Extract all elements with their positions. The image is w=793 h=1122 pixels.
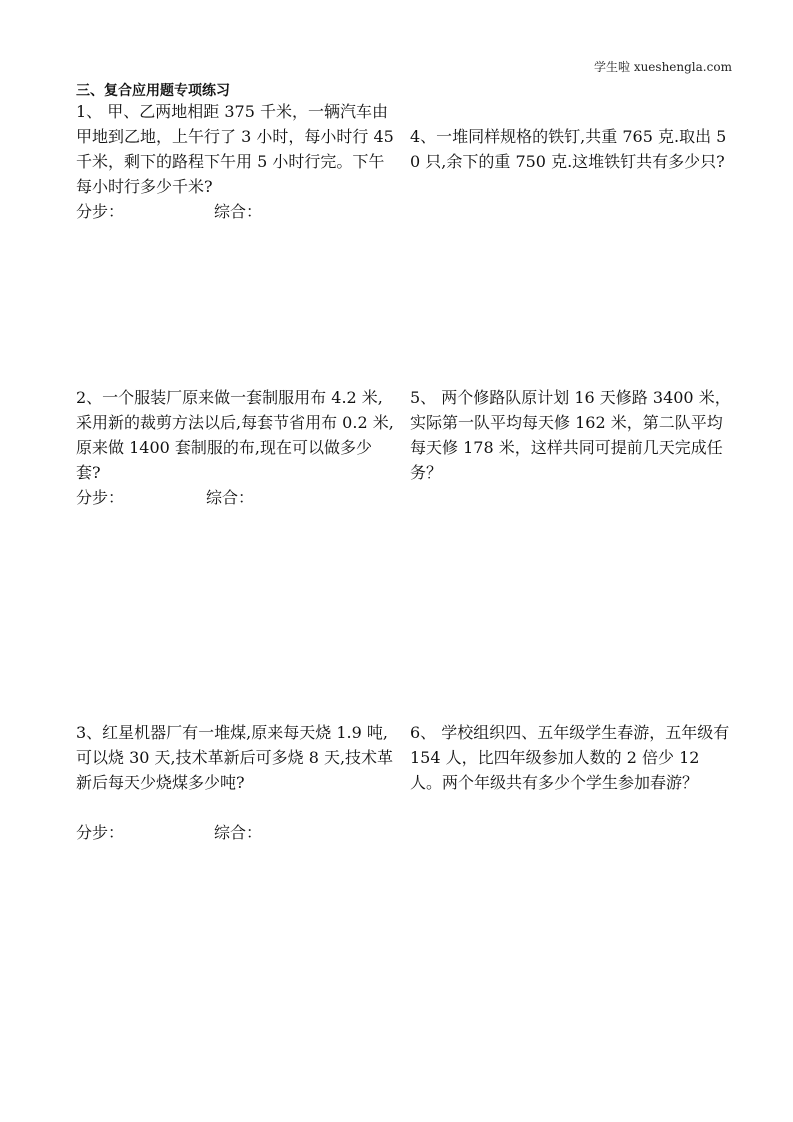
problem-3: 3、红星机器厂有一堆煤,原来每天烧 1.9 吨,可以烧 30 天,技术革新后可多烧 8 天,技术革新后每天少烧煤多少吨?: [76, 723, 394, 792]
combined-label: 综合：: [214, 202, 263, 221]
answer-row-1: [76, 199, 262, 224]
problem-1: 1、 甲、乙两地相距 375 千米，一辆汽车由甲地到乙地，上午行了 3 小时，每小时行 45 千米，剩下的路程下午用 5 小时行完。下午每小时行多少千米?: [76, 102, 394, 196]
answer-row-2: [76, 485, 254, 510]
step-label: 分步：: [76, 823, 125, 842]
problem-5: 5、 两个修路队原计划 16 天修路 3400 米，实际第一队平均每天修 162 米，第二队平均每天修 178 米，这样共同可提前几天完成任务？: [410, 388, 731, 482]
section-title: 三、复合应用题专项练习: [76, 83, 230, 99]
step-label: 分步：: [76, 488, 125, 507]
step-label: 分步：: [76, 202, 125, 221]
answer-row-3: [76, 820, 262, 845]
problem-2: 2、一个服装厂原来做一套制服用布 4.2 米,采用新的裁剪方法以后,每套节省用布 0.2 米,原来做 1400 套制服的布,现在可以做多少套?: [76, 388, 394, 482]
problem-4: 4、一堆同样规格的铁钉,共重 765 克.取出 50 只,余下的重 750 克.这堆铁钉共有多少只?: [410, 127, 727, 171]
combined-label: 综合：: [206, 488, 255, 507]
combined-label: 综合：: [214, 823, 263, 842]
problem-6: 6、 学校组织四、五年级学生春游，五年级有 154 人，比四年级参加人数的 2 倍少 12 人。两个年级共有多少个学生参加春游？: [410, 723, 730, 792]
site-watermark: 学生啦 xueshengla.com: [594, 60, 732, 74]
